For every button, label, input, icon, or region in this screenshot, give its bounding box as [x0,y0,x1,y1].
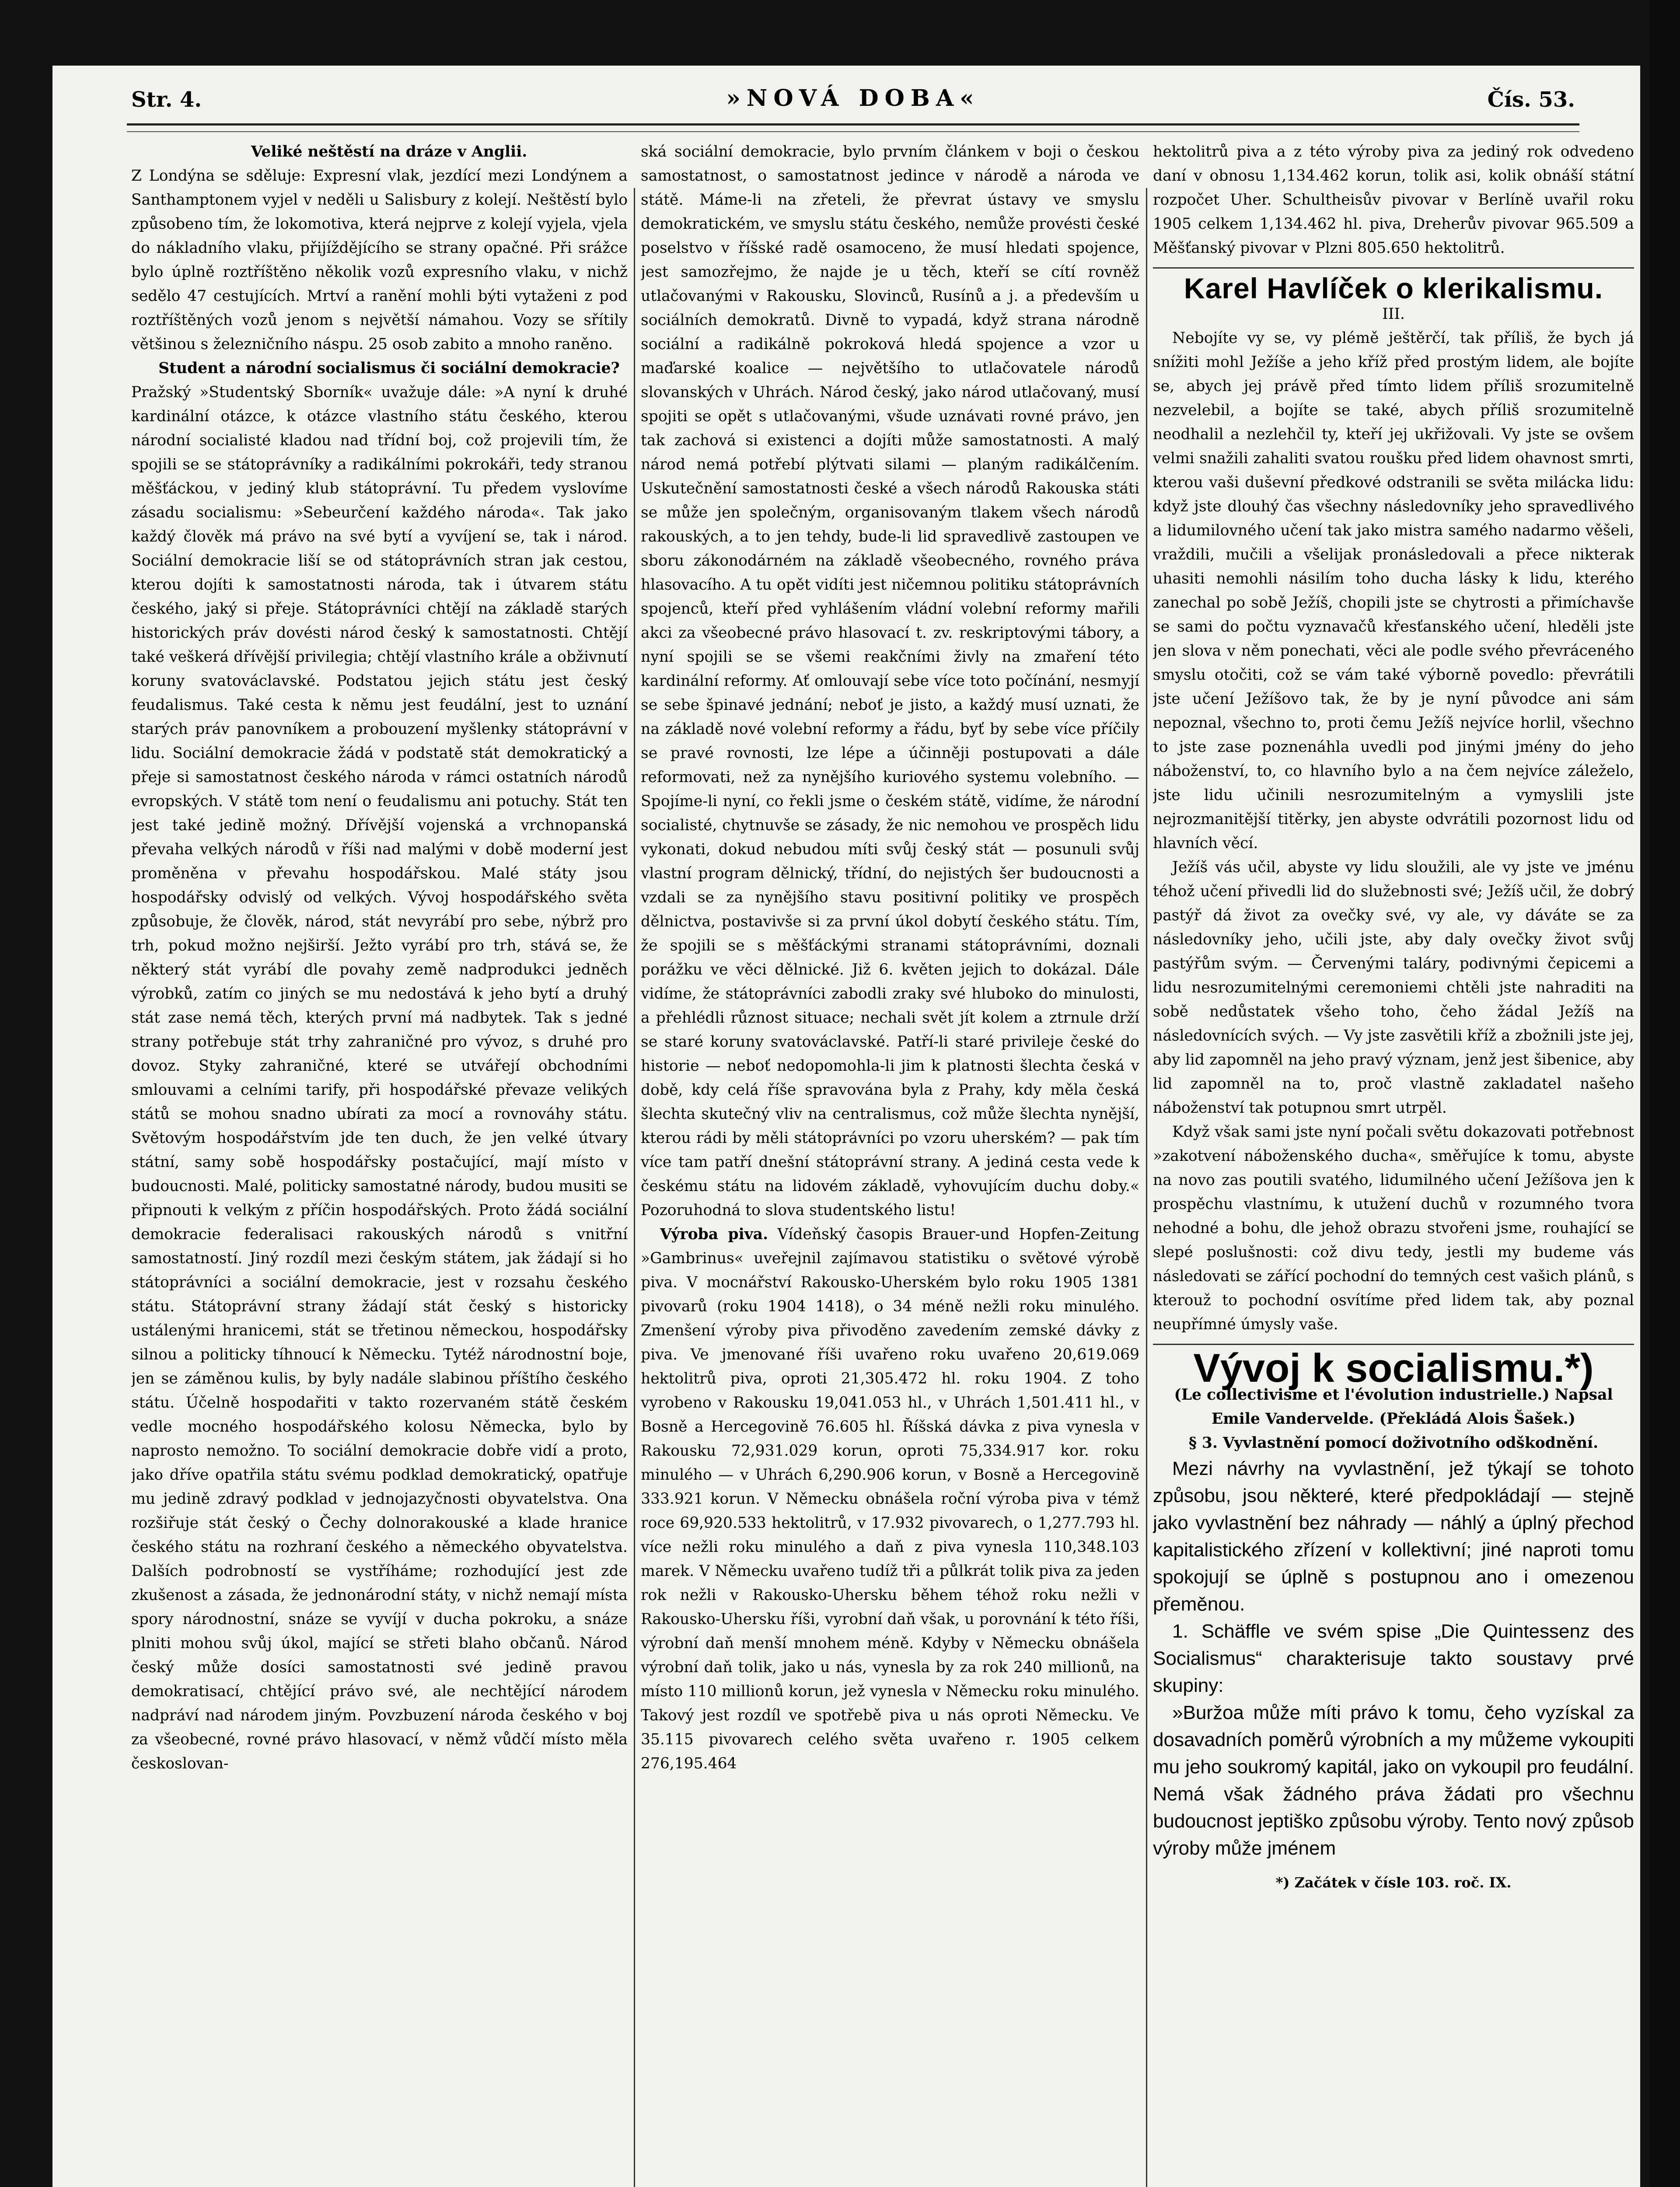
article-title-socialism: Vývoj k socialismu.*) [1193,1346,1594,1390]
newspaper-title: »NOVÁ DOBA« [726,85,980,112]
section-rule [1153,1344,1634,1345]
section-rule [1153,267,1634,269]
article-text [641,1223,1139,1776]
page-header [131,79,1575,118]
article-body: Vídeňský časopis Brauer-und Hopfen-Zeitung »Gambrinus« uveřejnil zajímavou statistiku o světové výrobě piva. V mocnářství Rakousko-Uherském bylo roku 1905 1381 pivovarů (roku 1904 1418), o 34 méně nežli roku minulého. Zmenšení výroby piva přivoděno zavedením zemské dávky z piva. Ve jmenované říši uvařeno roku uvařeno 20,619.069 hektolitrů piva, oproti 21,305.472 hl. roku 1904. Z toho vyrobeno v Rakousku 19,041.053 hl., v Uhrách 1,501.411 hl., v Bosně a Hercegovině 76.605 hl. Říšská dávka z piva vynesla v Rakousku 72,931.029 korun, oproti 75,334.917 kor. roku minulého — v Uhrách 6,290.906 korun, v Bosně a Hercegovině 333.921 korun. V Německu obnášela roční výroba piva v témž roce 69,920.533 hektolitrů, v 17.932 pivovarech, o 1,277.793 hl. více nežli roku minulého a daň z piva vynesla 110,348.103 marek. V Německu uvařeno tudíž tři a půlkrát tolik piva za jeden rok nežli v Rakousko-Uhersku během téhož roku nežli v Rakousko-Uhersku říši, vyrobní daň však, u porovnání k této říši, výrobní daň menší mnohem méně. Kdyby v Německu obnášela výrobní daň tolik, jako u nás, vynesla by za rok 240 millionů, na místo 110 millionů korun, jež vynesla v Německu roku minulého. Takový jest rozdíl ve spotřebě piva u nás oproti Německu. Ve 35.115 pivovarech celého světa uvařeno r. 1905 celkem 276,195.464 [641,1226,1139,1772]
article-text: Pražský »Studentský Sborník« uvažuje dále: »A nyní k druhé kardinální otázce, k otázce vlastního státu českého, kterou národní socialisté kladou nad třídní boj, což projevili tím, že spojili se se státoprávníky a radikálními pokrokáři, tedy stranou měšťáckou, v jediný klub státoprávní. Tu předem vyslovíme zásadu socialismu: »Sebeurčení každého národa«. Tak jako každý člověk má právo na své bytí a vyvíjení se, tak i národ. Sociální demokracie liší se od státoprávních stran jak cestou, kterou dojíti k samostatnosti národa, tak i útvarem státu českého, jaký si přeje. Státoprávníci chtějí na základě starých historických práv dovésti národ český k samostatnosti. Chtějí také veškerá dřívější privilegia; chtějí vlastního krále a obživnutí koruny svatováclavské. Podstatou jejich státu jest český feudalismus. Také cesta k němu jest feudální, jest to uznání starých práv panovníkem a probouzení myšlenky státoprávní v lidu. Sociální demokracie žádá v podstatě stát demokratický a přeje si samostatnost českého národa v rámci ostatních národů evropských. V státě tom není o feudalismu ani potuchy. Stát ten jest také jedině možný. Dřívější vojenská a vrchnopanská převaha velkých národů v říši nad malými v době moderní jest proměněna v převahu hospodářskou. Malé státy jsou hospodářsky odvislý od velkých. Vývoj hospodářského světa způsobuje, že člověk, národ, stát nevyrábí pro sebe, nýbrž pro trh, pokud možno nejširší. Ježto vyrábí pro trh, stává se, že některý stát vyrábí dle povahy země nadprodukci jedněch výrobků, zatím co jiných se mu nedostává k jeho bytí a druhý stát zase nemá těch, kterých první má nadbytek. Tak s jedné strany potřebuje stát trhy zahraničné pro vývoz, s druhé pro dovoz. Styky zahraničné, které se utvářejí obchodními smlouvami a celními tarify, při hospodářské převaze velikých států se mohou snadno ubírati za mocí a rovnováhy státu. Světovým hospodářstvím jde ten duch, že jen velké útvary státní, samy sobě hospodářsky postačující, mají místo v budoucnosti. Malé, politicky samostatné národy, budou musiti se připnouti k velkým z příčin hospodářských. Proto žádá sociální demokracie federalisaci rakouských národů s vnitřní samostatností. Jiný rozdíl mezi českým státem, jak žádají si ho státoprávníci a sociální demokracie, jest v rozsahu českého státu. Státoprávní strany žádají stát český s historicky ustálenými hranicemi, stát se třetinou německou, hospodářsky silnou a politicky tíhnoucí k Německu. Tytéž národnostní boje, jen se záměnou kulis, by byly nadále slabinou příštího českého státu. Účelně hospodařiti v takto rozervaném státě českém vedle mocného hospodářského kolosu Německa, bylo by naprosto nemožno. To sociální demokracie dobře vidí a proto, jako dříve opatřila státu svému podklad demokratický, opatřuje mu jedině zdravý podklad v jednojazyčnosti obyvatelstva. Ona rozšiřuje stát český o Čechy dolnorakouské a klade hranice českého státu na rozhraní českého a německého obyvatelstva. Dalších podrobností se vystříháme; rozhodující jest zde zkušenost a zásada, že jednonárodní státy, v nichž nemají místa spory národnostní, snáze se vyvíjí v ducha pokroku, a snáze plniti mohou svůj úkol, mající se střeti blaho občanů. Národ český může dosíci samostatnosti své jedině pravou demokratisací, chtějící právo své, ale nechtějící národem nadpráví nad národem jiným. Povzbuzení národa českého v boj za všeobecné, rovné právo hlasovací, v němž vůdčí místo měla českoslovan- [131,384,628,1772]
scan-edge [1649,0,1680,2187]
article-heading-student: Student a národní socialismus či sociální demokracie? [158,360,620,377]
column-divider [634,188,635,2187]
article-text: Mezi návrhy na vyvlastnění, jež týkají se tohoto způsobu, jsou některé, které předpokládají — stejně jako vyvlastnění bez náhrady — náhlý a úplný přechod kapitalistického zřízení v kollektivní; jiné naproti tomu spokojují se úplně s postupnou ano i omezenou přeměnou. [1153,1458,1634,1615]
article-text: Když však sami jste nyní počali světu dokazovati potřebnost »zakotvení náboženského ducha«, směřujíce k tomu, abyste na novo zas poutili svatého, lidumilného učení Ježíšova jen k prospěchu vlastnímu, k utužení duchů v rozumného tvora nehodné a bohu, dle jehož obrazu stvořeni jsme, rouhající se slepé poslušnosti: což divu tedy, jestli my budeme vás následovati se zářící pochodní do temných cest vašich plánů, s kterouž to pochodní osvítíme před lidem tak, aby poznal neupřímné úmysly vaše. [1153,1123,1634,1333]
article-title-havlicek: Karel Havlíček o klerikalismu. [1184,272,1603,304]
article-heading-beer: Výroba piva. [660,1226,768,1243]
column-3 [1153,140,1634,2187]
column-divider [1146,188,1147,2187]
section-heading: § 3. Vyvlastnění pomocí doživotního odškodnění. [1188,1434,1599,1452]
article-body-large [1153,1455,1634,1862]
issue-number: Čís. 53. [1487,87,1575,112]
article-text: Ježíš vás učil, abyste vy lidu sloužili, ale vy jste ve jménu téhož učení přivedli lid do služebnosti své; Ježíš učil, že dobrý pastýř dá život za ovečky své, vy ale, vy dáváte se za následovníky jeho, učili jste, aby daly ovečky život svůj pastýřům svým. — Červenými taláry, podivnými čepicemi a lidu nesrozumitelnými ceremoniemi chtěli jste nahraditi na sobě nedůstatek všeho toho, čeho žádal Ježíš na následovnících svých. — Vy jste zasvětili kříž a zbožnili jste jej, aby lid zapomněl na jeho pravý význam, jenž jest šibenice, aby lid zapomněl na to, proč vlastně zakladatel našeho náboženství tak potupnou smrt utrpěl. [1153,859,1634,1117]
footnote: *) Začátek v čísle 103. roč. IX. [1275,1874,1512,1891]
part-number: III. [1382,305,1405,323]
column-2 [641,140,1139,2187]
page-number: Str. 4. [131,87,202,112]
article-text: hektolitrů piva a z této výroby piva za jediný rok odvedeno daní v obnosu 1,134.462 korun, tolik asi, kolik obnáší státní rozpočet Uher. Schultheisův pivovar v Berlíně uvařil roku 1905 celkem 1,134.462 hl. piva, Dreherův pivovar 965.509 a Měšťanský pivovar v Plzni 805.650 hektolitrů. [1153,143,1634,257]
article-text: »Buržoa může míti právo k tomu, čeho vyzískal za dosavadních poměrů výrobních a my můžeme vykoupiti mu jeho soukromý kapitál, jako on vykoupil pro feudální. Nemá však žádného práva žádati pro všechnu budoucnost jeptiško způsobu výroby. Tento nový způsob výroby může jménem [1153,1702,1634,1859]
article-heading-train: Veliké neštěstí na dráze v Anglii. [251,143,527,161]
article-text: Nebojíte vy se, vy plémě ještěrčí, tak příliš, že bych já snížiti mohl Ježíše a jeho kříž před prostým lidem, ale bojíte se, abych jej právě před tímto lidem příliš srozumitelně nezvelebil, a bojíte se také, abych příliš srozumitelně neodhalil a nezlehčil ty, kteří jej ukřižovali. Vy jste se ovšem velmi snažili zahaliti svatou roušku před lidem ohavnost smrti, kterou vaši duševní předkové odstranili se světa milácka lidu: když jste dlouhý čas všechny následovníky jeho spravedlivého a lidumilovného učení tak jako mistra samého nadarmo věšeli, vraždili, mučili a všelijak pronásledovali a přece nikterak uhasiti nemohli násilím toho ducha lásky k lidu, kterého zanechal po sobě Ježíš, chopili jste se chytrosti a přimíchavše se sami do počtu vyznavačů křesťanského učení, hleděli jste jen slova v něm ponechati, věci ale podle svého převráceného smyslu otočiti, což se vám také výborně povedlo: převrátili jste učení Ježíšovo tak, že by je nyní původce ani sám nepoznal, všechno to, proti čemu Ježíš nejvíce horlil, všechno to jste zase poznenáhla uvedli pod jinými jmény do jeho náboženství, to, co hlavního bylo a na čem nejvíce záleželo, jste lidu učinili nesrozumitelným a vymyslili jste nejrozmanitější titěrky, jen abyste odvrátili pozornost lidu od hlavních věcí. [1153,329,1634,852]
column-1 [131,140,628,2187]
article-subtitle: (Le collectivisme et l'évolution industrielle.) Napsal Emile Vandervelde. (Překládá Alois Šašek.) [1174,1386,1613,1428]
article-text: Z Londýna se sděluje: Expresní vlak, jezdící mezi Londýnem a Santhamptonem vyjel v neděli u Salisbury z kolejí. Neštěstí bylo způsobeno tím, že lokomotiva, která nejprve z kolejí vyjela, vjela do nákladního vlaku, přijíždějícího se strany opačné. Při srážce bylo úplně roztříštěno několik vozů expresního vlaku, v nichž sedělo 47 cestujících. Mrtví a ranění mohli býti vytaženi z pod roztříštěných vozů jenom s největší námahou. Vozy se sřítily většinou s železničního náspu. 25 osob zabito a mnoho raněno. [131,167,628,353]
header-rule-thin [127,131,1579,132]
article-text: ská sociální demokracie, bylo prvním článkem v boji o českou samostatnost, o samostatnost jedince v národě a národa ve státě. Máme-li na zřeteli, že převrat ústavy ve smyslu demokratickém, ve smyslu státu českého, nemůže provésti české poselstvo v říšské radě osamoceno, že musí hledati spojence, jest samozřejmo, že najde je u těch, kteří se cítí rovněž utlačovanými v Rakousku, Slovinců, Rusínů a j. a především u sociálních demokratů. Divně to vypadá, když strana národně sociální a radikálně pokroková hledá spojence a vzor u maďarské koalice — největšího to utlačovatele národů slovanských v Uhrách. Národ český, jako národ utlačovaný, musí spojiti se opět s utlačovanými, všude uznávati rovné právo, jen tak zachová si existenci a dojíti může samostatnosti. A malý národ nemá potřebí plýtvati silami — planým radikálčením. Uskutečnění samostatnosti české a všech národů Rakouska státi se může jen společným, organisovaným tlakem všech národů rakouských, a to jen tehdy, bude-li lid spravedlivě zastoupen ve sboru zákonodárném na základě všeobecného, rovného práva hlasovacího. A tu opět vidíti jest ničemnou politiku státoprávních spojenců, kteří před vyhlášením vládní volební reformy mařili akci za všeobecné právo hlasovací t. zv. reskriptovými tábory, a nyní spojili se se všemi reakčními živly na zmaření této kardinální reformy. Ať omlouvají sebe více toto počínání, nesmyjí se sebe špinavé jednání; neboť je jisto, a každý musí uznati, že na základě nové volební reformy a řádu, byť by sebe více příčily se pravé rovnosti, lze lépe a účinněji postupovati a dále reformovati, než za nynějšího kuriového systemu volebního. — Spojíme-li nyní, co řekli jsme o českém státě, vidíme, že národní socialisté, chytnuvše se zásady, že nic nemohou ve prospěch lidu vykonati, dokud nebudou míti svůj český stát — posunuli svůj vlastní program dělnický, třídní, do nejistých šer budoucnosti a vzdali se za nynějšího stavu positivní politiky ve prospěch dělnictva, postavivše si za první úkol dobytí českého státu. Tím, že spojili se s měšťáckými stranami státoprávními, doznali porážku ve věci dělnické. Již 6. květen jejich to dokázal. Dále vidíme, že státoprávníci zabodli zraky své hluboko do minulosti, a přehlédli různost situace; nechali svět jít kolem a ztrnule drží se staré koruny svatováclavské. Patří-li staré privileje české do historie — neboť nedopomohla-li jim k platnosti šlechta česká v době, kdy celá říše spravována byla z Prahy, kdy měla česká šlechta skutečný vliv na centralismus, což může šlechta nynější, kterou rádi by měli státoprávníci po vzoru uherském? — pak tím více tam patří dnešní státoprávní strany. A jediná cesta vede k českému státu na lidovém základě, vyhovujícím duchu doby.« Pozoruhodná to slova studentského listu! [641,143,1139,1219]
header-rule [127,123,1579,126]
article-text: 1. Schäffle ve svém spise „Die Quintessenz des Socialismus“ charakterisuje takto soustavy prvé skupiny: [1153,1621,1634,1696]
